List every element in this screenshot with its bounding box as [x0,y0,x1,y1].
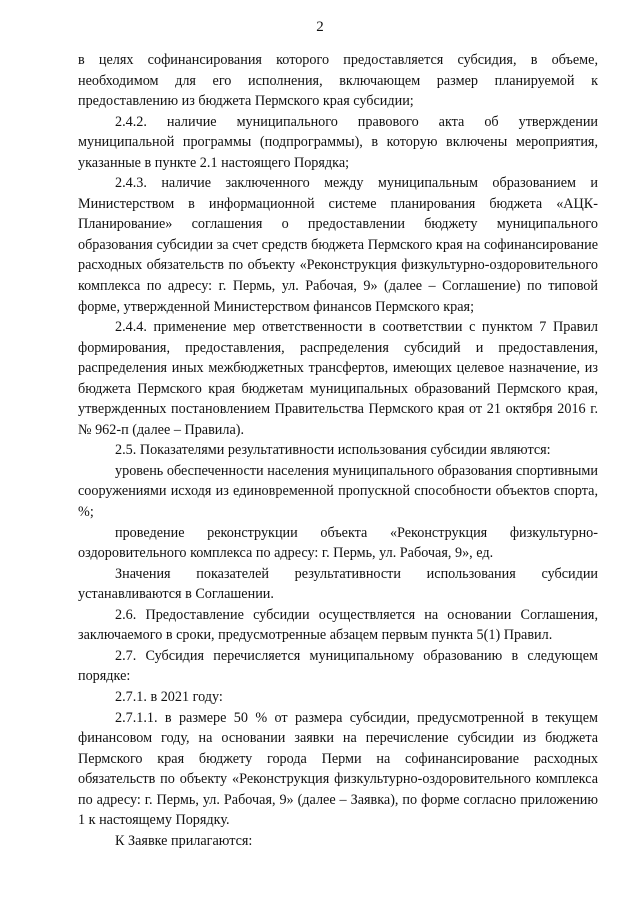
document-body [78,50,598,851]
paragraph-indicator-values: Значения показателей результативности использования субсидии устанавливаются в Соглашении. [78,565,598,603]
paragraph-2-7: 2.7. Субсидия перечисляется муниципальному образованию в следующем порядке: [78,647,598,685]
indicator-sports-facilities: уровень обеспеченности населения муниципального образования спортивными сооружениями исходя из единовременной пропускной способности объектов спорта, %; [78,462,598,521]
paragraph-2-4-2: 2.4.2. наличие муниципального правового акта об утверждении муниципальной программы (подпрограммы), в которую включены мероприятия, указанные в пункте 2.1 настоящего Порядка; [78,113,598,171]
indicator-reconstruction: проведение реконструкции объекта «Реконструкция физкультурно-оздоровительного комплекса по адресу: г. Пермь, ул. Рабочая, 9», ед. [78,524,598,562]
paragraph-2-7-1: 2.7.1. в 2021 году: [115,688,223,705]
paragraph-2-4-4: 2.4.4. применение мер ответственности в соответствии с пунктом 7 Правил формирования, предоставления, распределения субсидий и предоставления, распределения иных межбюджетных трансфертов, имеющих целевое назначение, из бюджета Пермского края бюджетам муниципальных образований Пермского края, утвержденных постановлением Правительства Пермского края от 21 октября 2016 г. № 962-п (далее – Правила). [78,319,598,438]
page-number: 2 [316,19,324,35]
paragraph-2-4-3: 2.4.3. наличие заключенного между муниципальным образованием и Министерством в информационной системе планирования бюджета «АЦК-Планирование» соглашения о предоставлении бюджету муниципального образования субсидии за счет средств бюджета Пермского края на софинансирование расходных обязательств по объекту «Реконструкция физкультурно-оздоровительного комплекса по адресу: г. Пермь, ул. Рабочая, 9» (далее – Соглашение) по типовой форме, утвержденной Министерством финансов Пермского края; [78,175,598,315]
paragraph-attachments-intro: К Заявке прилагаются: [115,832,253,849]
paragraph-2-7-1-1: 2.7.1.1. в размере 50 % от размера субсидии, предусмотренной в текущем финансовом году, на основании заявки на перечисление субсидии из бюджета Пермского края бюджету города Перми на софинансирование расходных обязательств по объекту «Реконструкция физкультурно-оздоровительного комплекса по адресу: г. Пермь, ул. Рабочая, 9» (далее – Заявка), по форме согласно приложению 1 к настоящему Порядку. [78,709,598,829]
paragraph-2-6: 2.6. Предоставление субсидии осуществляется на основании Соглашения, заключаемого в сроки, предусмотренные абзацем первым пункта 5(1) Правил. [78,606,598,644]
paragraph-continuation: в целях софинансирования которого предоставляется субсидия, в объеме, необходимом для его исполнения, включающем размер планируемой к предоставлению из бюджета Пермского края субсидии; [78,52,598,110]
paragraph-2-5: 2.5. Показателями результативности использования субсидии являются: [115,442,551,459]
